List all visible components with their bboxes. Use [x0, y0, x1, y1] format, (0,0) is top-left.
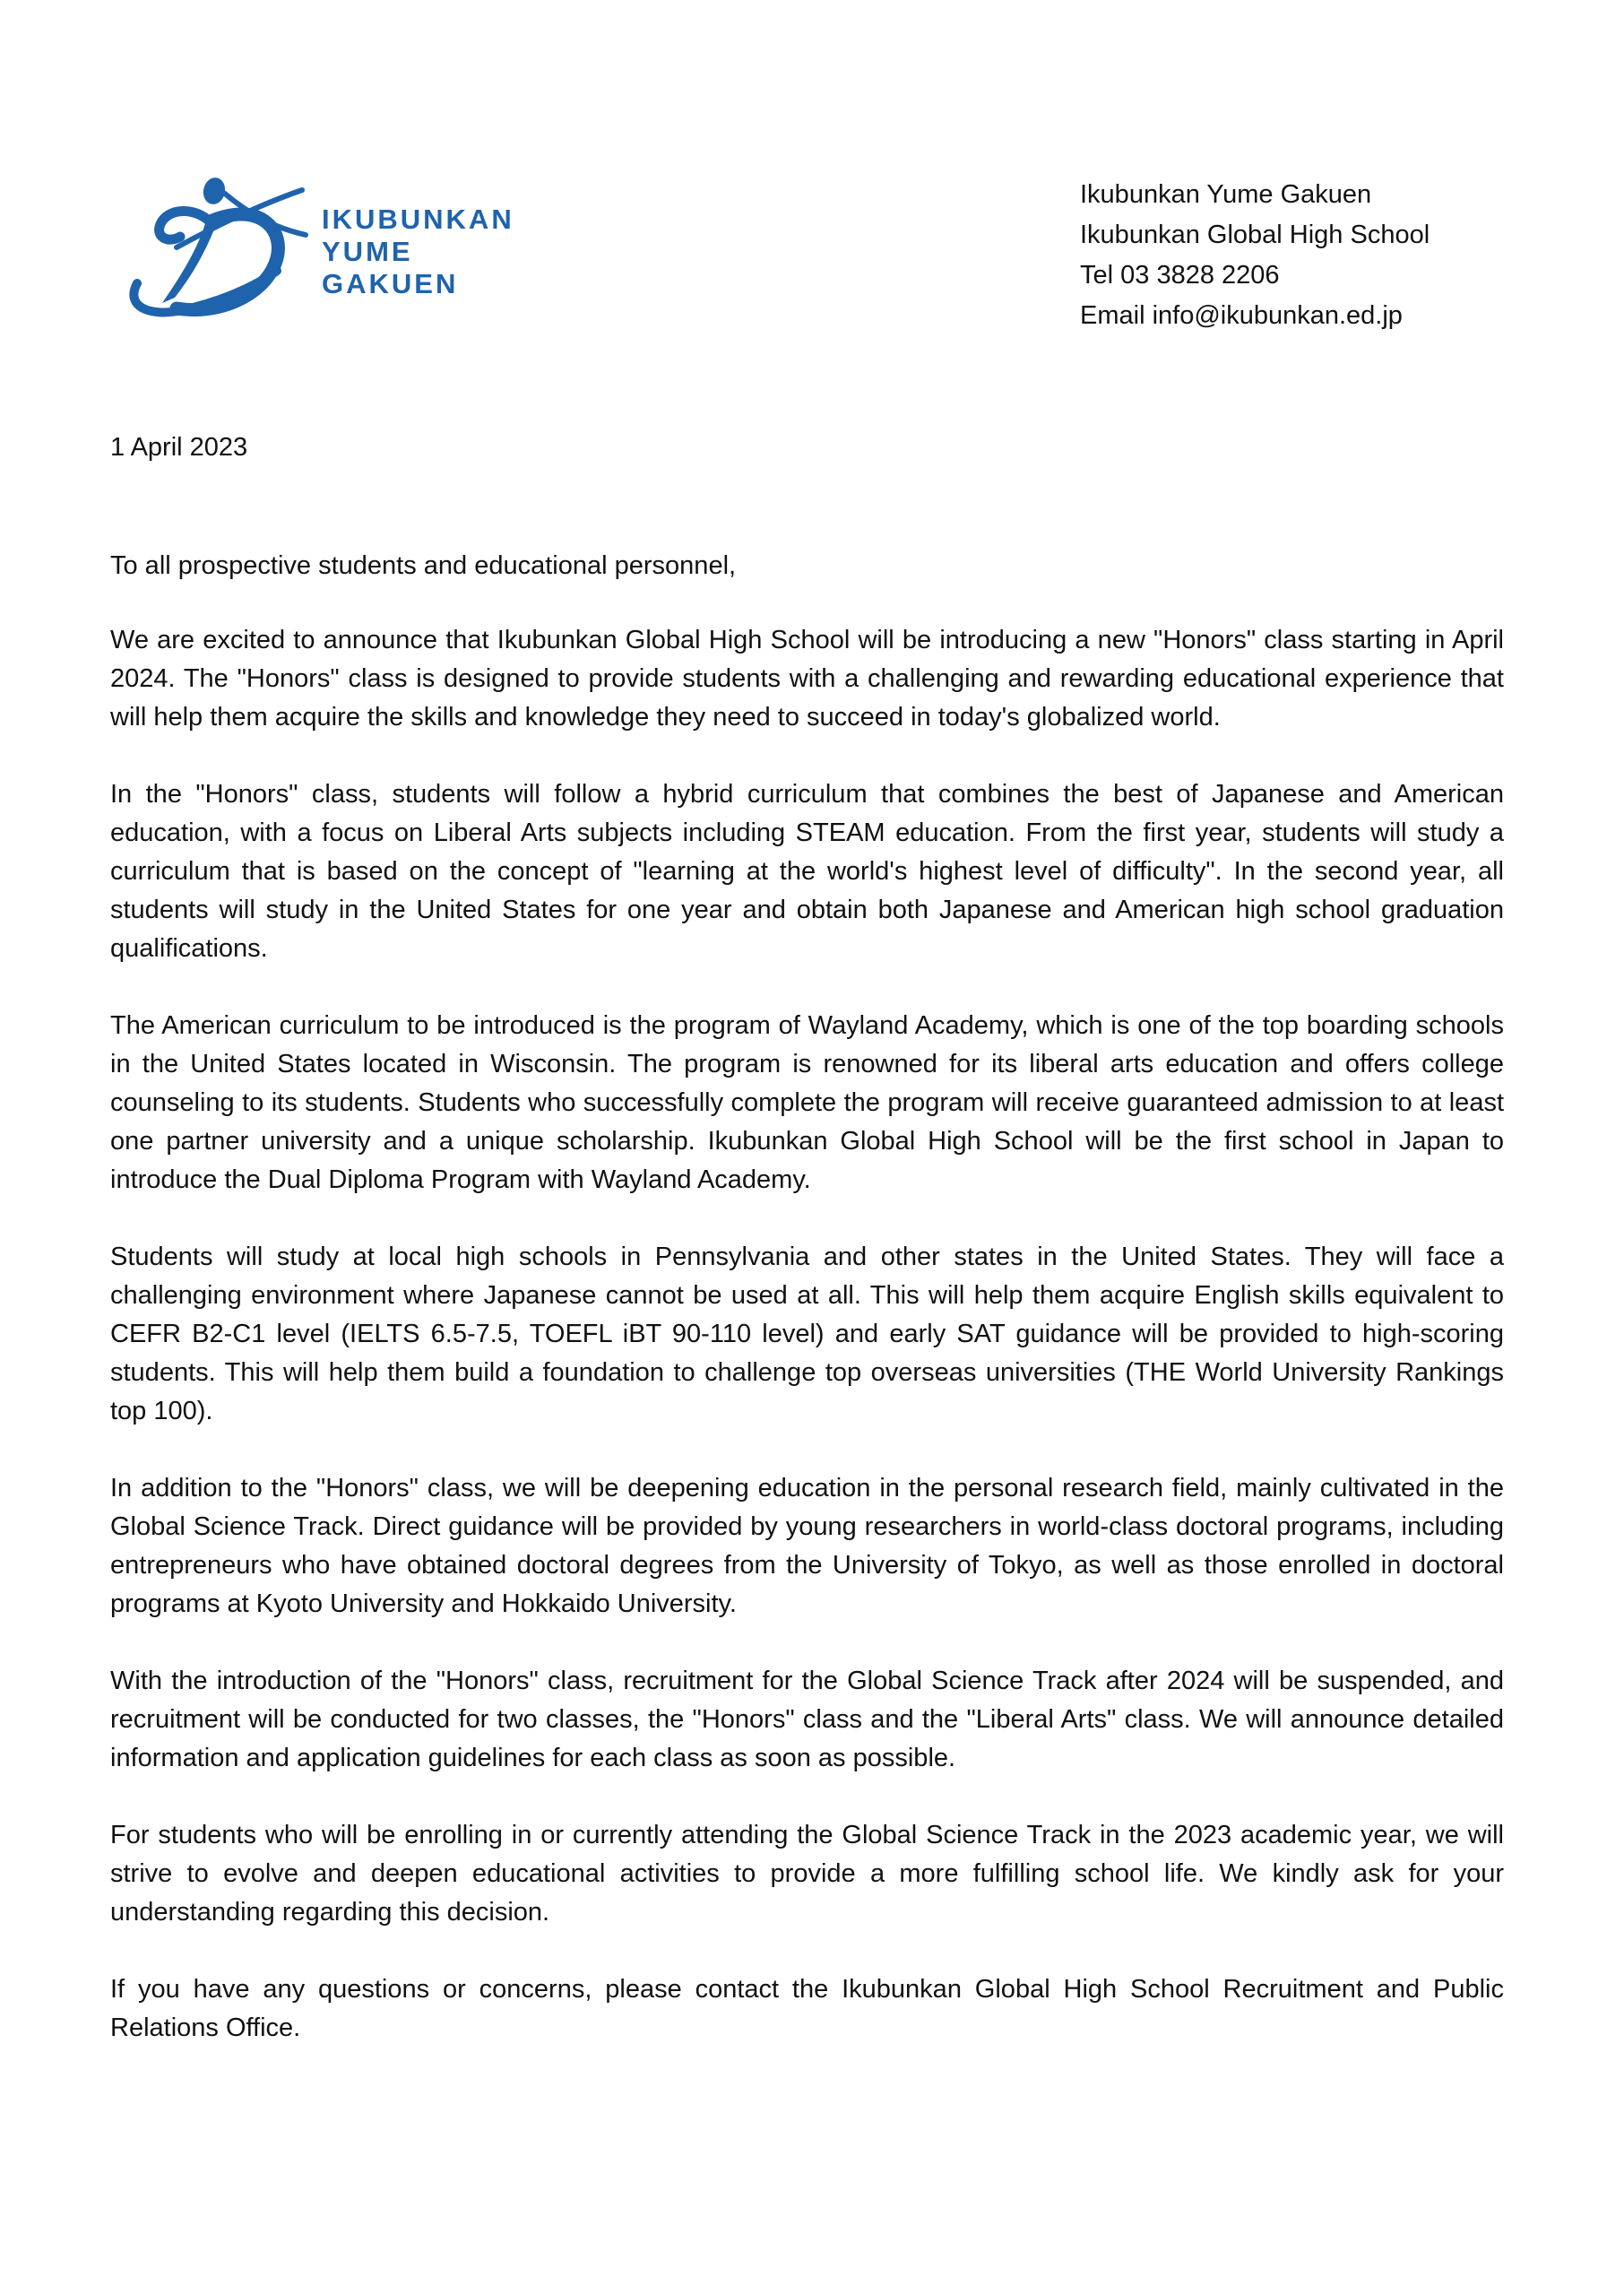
letter-paragraph-current-students: For students who will be enrolling in or currently attending the Global Science Track in the 2023 academic year, we will strive to evolve and deepen educational activities to provide a more fulfilling school life. We kindly ask for your understanding regarding this decision.: [110, 1821, 1504, 1927]
letter-paragraph-questions: If you have any questions or concerns, please contact the Ikubunkan Global High School Recruitment and Public Relations Office.: [110, 1975, 1504, 2042]
contact-school: Ikubunkan Global High School: [1080, 221, 1430, 249]
letter-paragraph-research: In addition to the "Honors" class, we will be deepening education in the personal research field, mainly cultivated in the Global Science Track. Direct guidance will be provided by young researchers in world-class doctoral programs, including entrepreneurs who have obtained doctoral degrees from the University of Tokyo, as well as those enrolled in doctoral programs at Kyoto University and Hokkaido University.: [110, 1474, 1504, 1618]
letterhead: [110, 175, 1504, 330]
letter-date: 1 April 2023: [110, 433, 248, 462]
letter-paragraph-wayland: The American curriculum to be introduced is the program of Wayland Academy, which is one of the top boarding schools in the United States located in Wisconsin. The program is renowned for its liberal arts education and offers college counseling to its students. Students who successfully complete the program will receive guaranteed admission to at least one partner university and a unique scholarship. Ikubunkan Global High School will be the first school in Japan to introduce the Dual Diploma Program with Wayland Academy.: [110, 1011, 1504, 1194]
logo-wordmark-line3: GAKUEN: [322, 268, 459, 299]
logo-wordmark-line1: IKUBUNKAN: [322, 204, 514, 235]
school-logo-wordmark: [322, 204, 514, 300]
logo-wordmark-line2: YUME: [322, 236, 413, 267]
letter-paragraph-announcement: We are excited to announce that Ikubunkan Global High School will be introducing a new "Honors" class starting in April 2024. The "Honors" class is designed to provide students with a challenging and rewarding educational experience that will help them acquire the skills and knowledge they need to succeed in today's globalized world.: [110, 626, 1504, 732]
contact-email: Email info@ikubunkan.ed.jp: [1080, 301, 1403, 330]
letter-paragraph-recruitment: With the introduction of the "Honors" class, recruitment for the Global Science Track after 2024 will be suspended, and recruitment will be conducted for two classes, the "Honors" class and the "Liberal Arts" class. We will announce detailed information and application guidelines for each class as soon as possible.: [110, 1667, 1504, 1772]
salutation: To all prospective students and educational personnel,: [110, 551, 737, 580]
contact-block: [1080, 175, 1504, 336]
letter-paragraph-curriculum: In the "Honors" class, students will follow a hybrid curriculum that combines the best of Japanese and American education, with a focus on Liberal Arts subjects including STEAM education. From the first year, students will study a curriculum that is based on the concept of "learning at the world's highest level of difficulty". In the second year, all students will study in the United States for one year and obtain both Japanese and American high school graduation qualifications.: [110, 780, 1504, 963]
contact-phone: Tel 03 3828 2206: [1080, 261, 1280, 290]
school-logo: [125, 175, 514, 320]
id-monogram-icon: [125, 175, 313, 320]
contact-organization: Ikubunkan Yume Gakuen: [1080, 180, 1372, 209]
letter-paragraph-study-abroad: Students will study at local high schools in Pennsylvania and other states in the United States. They will face a challenging environment where Japanese cannot be used at all. This will help them acquire English skills equivalent to CEFR B2-C1 level (IELTS 6.5-7.5, TOEFL iBT 90-110 level) and early SAT guidance will be provided to high-scoring students. This will help them build a foundation to challenge top overseas universities (THE World University Rankings top 100).: [110, 1243, 1504, 1425]
